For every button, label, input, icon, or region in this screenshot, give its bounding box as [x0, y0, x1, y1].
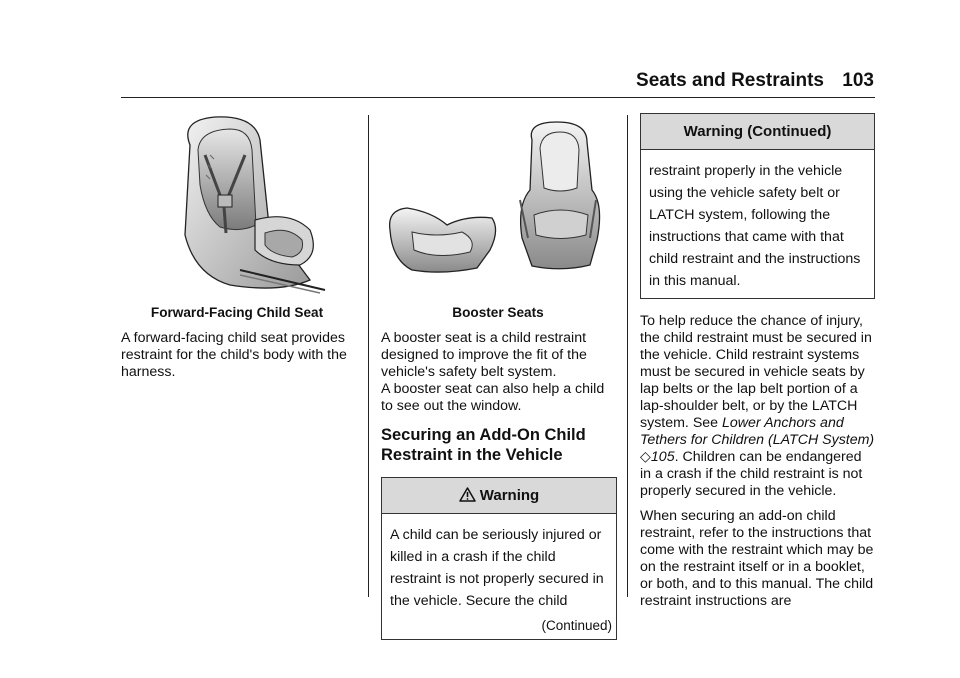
- page-reference-icon: ◇: [640, 449, 651, 465]
- warning-body: A child can be seriously injured or killed in a crash if the child restraint is not properly secured in the vehicle. Secure the child: [390, 527, 604, 609]
- paragraph-text: To help reduce the chance of injury, the child restraint must be secured in the vehicle. Child restraint systems must be secured in vehicle seats by lap belts or the lap belt portion of a lap-shoulder belt, or by the LATCH system. See: [640, 313, 872, 431]
- reference-page-number[interactable]: 105: [650, 449, 675, 465]
- column-divider-1: [368, 115, 369, 597]
- body-paragraph: A forward-facing child seat provides restraint for the child's body with the harness.: [121, 330, 347, 380]
- figure-caption: Forward-Facing Child Seat: [150, 305, 324, 320]
- warning-header: [382, 478, 616, 514]
- column-divider-2: [627, 115, 628, 597]
- warning-box-continued: [640, 113, 875, 299]
- body-paragraph: A booster seat is a child restraint designed to improve the fit of the vehicle's safety belt system.: [381, 330, 587, 380]
- continued-label: (Continued): [541, 618, 612, 633]
- booster-seats-illustration: [382, 120, 614, 275]
- warning-body: restraint properly in the vehicle using the vehicle safety belt or LATCH system, following the instructions that came with that child restraint and the instructions in this manual.: [649, 163, 861, 289]
- warning-title: Warning: [479, 487, 540, 504]
- section-heading: Securing an Add-On Child Restraint in the Vehicle: [381, 426, 586, 464]
- warning-triangle-icon: [459, 487, 476, 502]
- warning-box: [381, 477, 617, 640]
- body-paragraph: When securing an add-on child restraint, refer to the instructions that come with the restraint which may be on the restraint itself or in a booklet, or both, and to this manual. The child restraint instructions are: [640, 508, 874, 609]
- paragraph-text: . Children can be endangered in a crash if the child restraint is not properly secured in the vehicle.: [640, 449, 863, 499]
- body-paragraph: [640, 313, 875, 500]
- figure-caption: Booster Seats: [452, 305, 544, 320]
- warning-header: Warning (Continued): [641, 114, 874, 150]
- forward-facing-child-seat-illustration: [160, 115, 340, 295]
- cross-reference-link[interactable]: Lower Anchors and Tethers for Children (LATCH System): [640, 415, 875, 448]
- column-3: [640, 113, 875, 618]
- header-rule: [121, 97, 875, 98]
- body-paragraph: A booster seat can also help a child to see out the window.: [381, 381, 605, 414]
- page-number: 103: [842, 70, 874, 91]
- section-title: Seats and Restraints: [636, 70, 824, 91]
- column-2: [381, 330, 617, 640]
- column-1: [121, 330, 359, 389]
